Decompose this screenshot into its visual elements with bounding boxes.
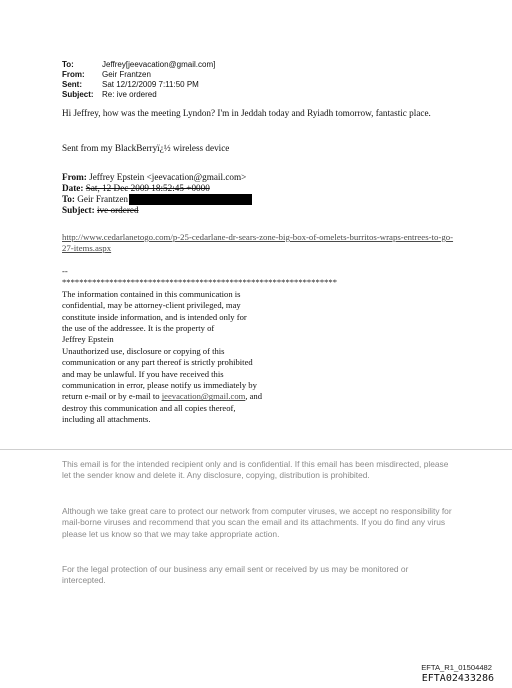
product-link-block (62, 232, 462, 254)
forwarded-to-label: To: (62, 194, 75, 204)
forwarded-subject-label: Subject: (62, 205, 95, 215)
notice-line: Unauthorized use, disclosure or copying of this (62, 345, 225, 356)
forwarded-header (62, 172, 362, 216)
document-id-primary: EFTA_R1_01504482 (421, 663, 492, 672)
header-subject-label: Subject: (62, 90, 94, 99)
confidentiality-notice (62, 266, 362, 426)
notice-line: communication or any part thereof is strictly prohibited (62, 357, 253, 368)
disclaimer-paragraph-virus: Although we take great care to protect our network from computer viruses, we accept no responsibility for mail-borne viruses and recommend that you scan the email and its attachments. If you do find any virus please let us know so that we may take appropriate action. (62, 506, 452, 539)
header-sent-row (62, 80, 215, 90)
header-from-row (62, 70, 215, 80)
notice-line: confidential, may be attorney-client privileged, may (62, 300, 241, 311)
header-from-value: Geir Frantzen (102, 70, 151, 79)
redaction-box (129, 194, 252, 205)
header-to-value: Jeffrey[jeevacation@gmail.com] (102, 60, 216, 69)
forwarded-subject-value: ive ordered (96, 205, 139, 215)
notice-line: the use of the addressee. It is the property of (62, 323, 215, 334)
header-subject-row (62, 90, 215, 100)
header-to-label: To: (62, 60, 74, 69)
notice-line: Jeffrey Epstein (62, 334, 114, 345)
email-header (62, 60, 215, 100)
notice-contact-post: , and (245, 391, 263, 402)
notice-line: including all attachments. (62, 414, 151, 425)
forwarded-to-row (62, 194, 362, 205)
forwarded-date-value: Sat, 12 Dec 2009 18:52:45 +0000 (85, 183, 210, 193)
notice-line: destroy this communication and all copies thereof, (62, 402, 236, 413)
forwarded-date-label: Date: (62, 183, 84, 193)
notice-line: The information contained in this communication is (62, 288, 241, 299)
header-sent-value: Sat 12/12/2009 7:11:50 PM (102, 80, 199, 89)
disclaimer-paragraph-monitoring: For the legal protection of our business any email sent or received by us may be monitored or intercepted. (62, 564, 409, 586)
product-link[interactable]: http://www.cedarlanetogo.com/p-25-cedarlane-dr-sears-zone-big-box-of-omelets-burritos-wraps-entrees-to-go-27-items.aspx (62, 232, 454, 253)
header-from-label: From: (62, 70, 85, 79)
forwarded-from-value: Jeffrey Epstein <jeevacation@gmail.com> (89, 172, 247, 182)
header-sent-label: Sent: (62, 80, 82, 89)
forwarded-from-label: From: (62, 172, 87, 182)
notice-stars: **************************************************************** (62, 277, 337, 288)
reply-signature: Sent from my BlackBerryï¿½ wireless device (62, 143, 230, 153)
disclaimer-paragraph-recipient: This email is for the intended recipient only and is confidential. If this email has been misdirected, please let the sender know and delete it. Any disclosure, copying, distribution is prohibited. (62, 459, 449, 481)
notice-line-contact (62, 391, 362, 402)
notice-dashes: -- (62, 266, 68, 276)
notice-line: constitute inside information, and is intended only for (62, 311, 247, 322)
reply-body: Hi Jeffrey, how was the meeting Lyndon? I'm in Jeddah today and Ryiadh tomorrow, fantastic place. (62, 108, 431, 118)
notice-line: communication in error, please notify us immediately by (62, 380, 257, 391)
forwarded-date-row (62, 183, 362, 194)
header-to-row (62, 60, 215, 70)
section-divider (0, 449, 512, 450)
contact-email-link[interactable]: jeevacation@gmail.com (161, 391, 246, 402)
document-id-secondary: EFTA02433286 (421, 673, 494, 684)
forwarded-from-row (62, 172, 362, 183)
forwarded-to-value: Geir Frantzen (77, 194, 128, 204)
forwarded-subject-row (62, 205, 362, 216)
header-subject-value: Re: ive ordered (102, 90, 157, 99)
notice-line: and may be unlawful. If you have received this (62, 368, 224, 379)
notice-contact-pre: return e-mail or by e-mail to (62, 391, 162, 402)
